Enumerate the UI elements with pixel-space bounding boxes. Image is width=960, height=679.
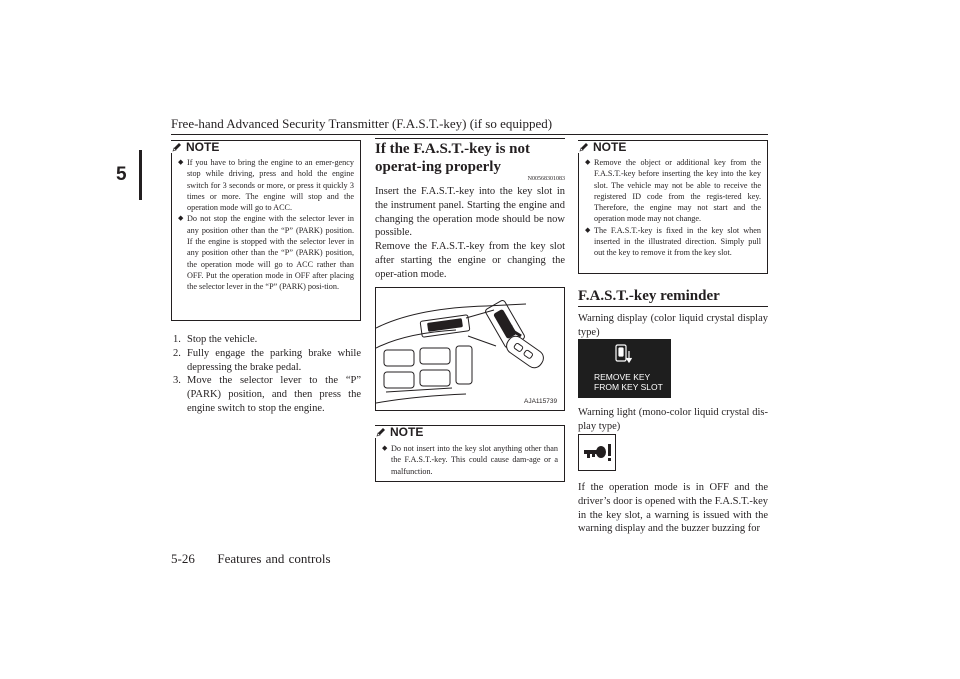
warning-light-box xyxy=(578,434,616,471)
note-label xyxy=(578,140,626,154)
left-note-box xyxy=(171,140,361,321)
note-label-text: NOTE xyxy=(390,425,424,439)
middle-note-box xyxy=(375,425,565,482)
note-label-text: NOTE xyxy=(186,140,220,154)
key-slot-illustration xyxy=(375,287,565,411)
step-number: 1. xyxy=(173,334,181,345)
step-item xyxy=(173,333,361,347)
pencil-note-icon xyxy=(578,141,590,153)
paragraph-insert-key: Insert the F.A.S.T.-key into the key slot in the instrument panel. Starting the engine and changing the operation mode should be now possible. xyxy=(375,186,565,239)
note-item: ◆ Remove the object or additional key from the F.A.S.T.-key before inserting the key into the key slot. The vehicle may not be able to receive the registered ID code from the regis-tered key. Therefore, the engine may not start and the operation mode may not change. xyxy=(585,157,761,225)
document-code: N00568301083 xyxy=(527,176,565,182)
note-label xyxy=(171,140,219,154)
note-label xyxy=(375,425,423,439)
key-warning-light-icon xyxy=(579,435,615,470)
warning-display-line: FROM KEY SLOT xyxy=(594,382,663,392)
section-rule xyxy=(375,138,565,139)
note-item: ◆ If you have to bring the engine to an emer-gency stop while driving, press and hold the engine switch for 3 seconds or more, or press it quickly 3 times or more. The engine will stop and the operation mode will go to ACC. xyxy=(178,157,354,213)
warning-display-line: REMOVE KEY xyxy=(594,372,651,382)
note-label-text: NOTE xyxy=(593,140,627,154)
note-item: ◆ The F.A.S.T.-key is fixed in the key slot when inserted in the illustrated direction. Simply pull out the key to remove it from the key slot. xyxy=(585,225,761,259)
right-note-box xyxy=(578,140,768,274)
chapter-tab-bar xyxy=(139,150,142,200)
step-number: 2. xyxy=(173,347,181,359)
page-footer xyxy=(171,551,331,567)
chapter-tab-number: 5 xyxy=(116,164,127,185)
key-slot-remove-icon xyxy=(612,343,636,367)
section-title-key-reminder: F.A.S.T.-key reminder xyxy=(578,288,720,304)
step-text: Fully engage the parking brake while depressing the brake pedal. xyxy=(187,347,361,373)
section-rule xyxy=(578,306,768,307)
warning-display-text xyxy=(594,372,663,392)
key-slot-drawing xyxy=(376,288,565,411)
section-title-key-not-operating: If the F.A.S.T.-key is not operat-ing properly xyxy=(375,141,531,175)
step-item xyxy=(173,374,361,415)
note-item: ◆ Do not insert into the key slot anything other than the F.A.S.T.-key. This could cause dam-age or a malfunction. xyxy=(382,443,558,477)
paragraph-remove-key: Remove the F.A.S.T.-key from the key slot after starting the engine or changing the oper-ation mode. xyxy=(375,241,565,280)
footer-section: Features and controls xyxy=(217,551,331,566)
procedure-steps xyxy=(173,333,361,416)
illustration-caption: AJA115739 xyxy=(524,398,558,405)
header-rule xyxy=(171,134,768,135)
step-item xyxy=(173,347,361,375)
step-text: Move the selector lever to the “P” (PARK) position, and then press the engine switch to stop the engine. xyxy=(187,375,361,414)
warning-display-screen xyxy=(578,339,671,398)
step-number: 3. xyxy=(173,375,181,387)
step-text: Stop the vehicle. xyxy=(187,334,258,345)
warning-display-caption: Warning display (color liquid crystal display type) xyxy=(578,313,768,338)
pencil-note-icon xyxy=(375,426,387,438)
pencil-note-icon xyxy=(171,141,183,153)
page-number: 5-26 xyxy=(171,551,195,566)
note-item: ◆ Do not stop the engine with the selector lever in any position other than the “P” (PARK) position. If the engine is stopped with the selector lever in any position other than the “P” (PARK) position, the operation mode will go to ACC rather than OFF. Put the operation mode in OFF after placing the selector lever in the “P” (PARK) posi-tion. xyxy=(178,213,354,292)
reminder-paragraph: If the operation mode is in OFF and the driver’s door is opened with the F.A.S.T.-key in the key slot, a warning is issued with the warning display and the buzzer buzzing for xyxy=(578,482,768,535)
warning-light-caption: Warning light (mono-color liquid crystal dis-play type) xyxy=(578,407,768,432)
page-header-title: Free-hand Advanced Security Transmitter (F.A.S.T.-key) (if so equipped) xyxy=(171,116,553,131)
